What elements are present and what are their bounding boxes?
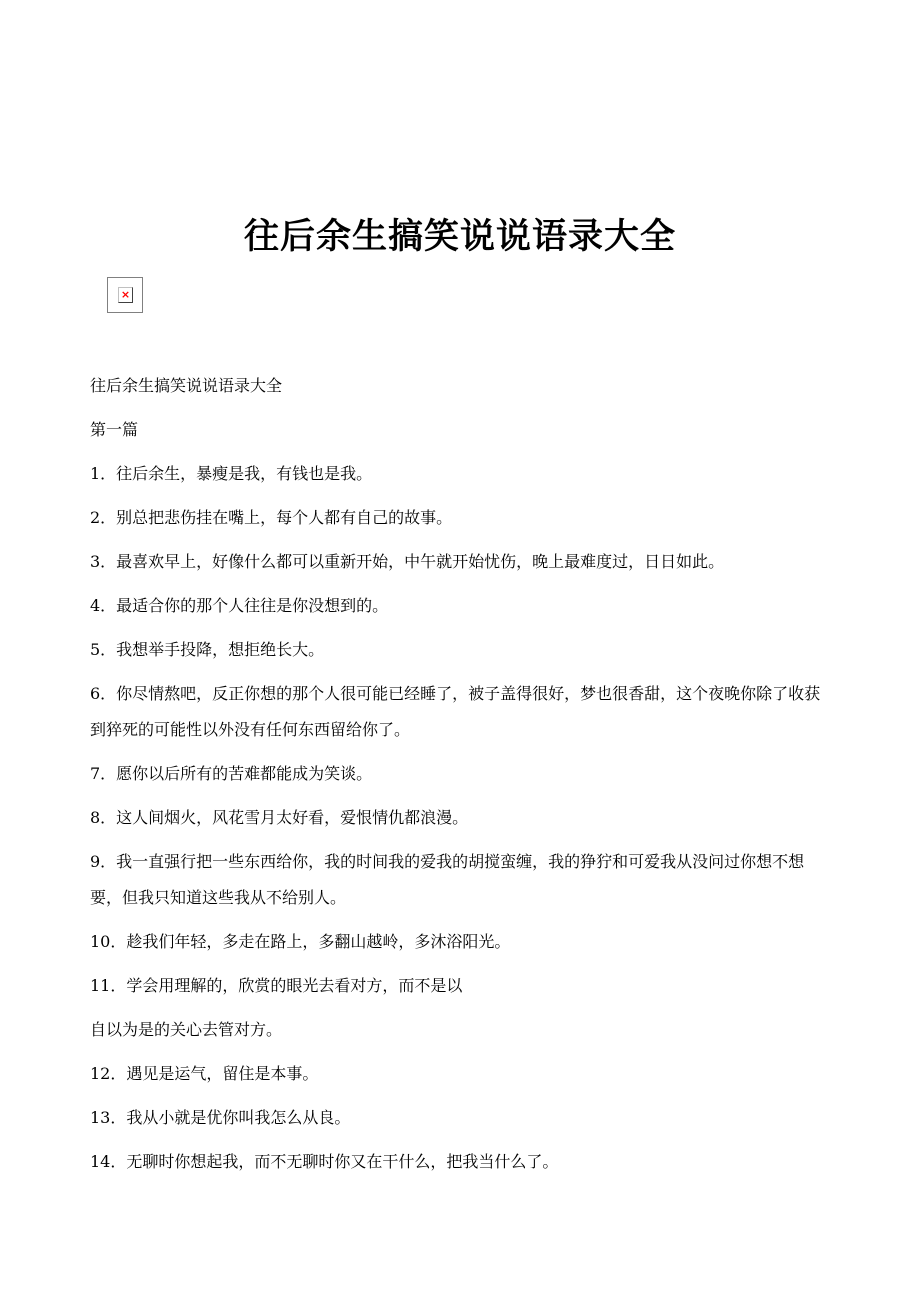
document-title: 往后余生搞笑说说语录大全 <box>243 216 676 258</box>
paragraph: 13．我从小就是优你叫我怎么从良。 <box>90 1108 351 1127</box>
paragraph: 6．你尽情熬吧，反正你想的那个人很可能已经睡了，被子盖得很好，梦也很香甜，这个夜晚你除了收获到猝死的可能性以外没有任何东西留给你了。 <box>90 684 821 739</box>
paragraph: 14．无聊时你想起我，而不无聊时你又在干什么，把我当什么了。 <box>90 1152 559 1171</box>
broken-image-icon: × <box>118 287 133 303</box>
paragraph: 12．遇见是运气，留住是本事。 <box>90 1064 319 1083</box>
paragraph: 8．这人间烟火，风花雪月太好看，爱恨情仇都浪漫。 <box>90 808 469 827</box>
paragraph: 3．最喜欢早上，好像什么都可以重新开始，中午就开始忧伤，晚上最难度过，日日如此。 <box>90 552 725 571</box>
document-body <box>90 368 830 1188</box>
paragraph: 2．别总把悲伤挂在嘴上，每个人都有自己的故事。 <box>90 508 453 527</box>
paragraph: 5．我想举手投降，想拒绝长大。 <box>90 640 325 659</box>
paragraph: 7．愿你以后所有的苦难都能成为笑谈。 <box>90 764 373 783</box>
subtitle: 往后余生搞笑说说语录大全 <box>90 376 283 395</box>
paragraph: 4．最适合你的那个人往往是你没想到的。 <box>90 596 389 615</box>
paragraph: 1．往后余生，暴瘦是我，有钱也是我。 <box>90 464 373 483</box>
paragraph: 9．我一直强行把一些东西给你，我的时间我的爱我的胡搅蛮缠，我的狰狞和可爱我从没问过你想不想要，但我只知道这些我从不给别人。 <box>90 852 805 907</box>
paragraph: 11．学会用理解的，欣赏的眼光去看对方，而不是以 <box>90 976 463 995</box>
section-heading: 第一篇 <box>90 420 139 439</box>
broken-image-placeholder <box>107 277 143 313</box>
paragraph: 自以为是的关心去管对方。 <box>90 1020 283 1039</box>
paragraph: 10．趁我们年轻，多走在路上，多翻山越岭，多沐浴阳光。 <box>90 932 511 951</box>
